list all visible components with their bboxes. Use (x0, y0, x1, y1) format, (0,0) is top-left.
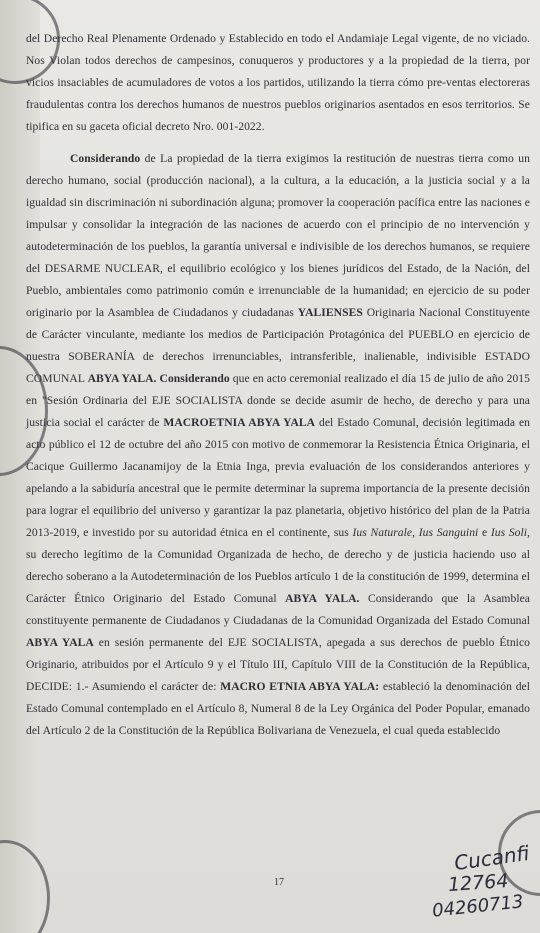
paragraph-2-text-7: en sesión permanente del EJE SOCIALISTA, apegada a sus derechos de pueblo Étnico Originario, atribuidos por el Artículo 9 y el Título III, Capítulo VIII de la Constitución de la República, DECIDE: 1.- Asumiendo el carácter de: (26, 636, 530, 693)
signature-line-1: Cucanfi (452, 840, 531, 876)
handwritten-signature (420, 820, 540, 933)
abya-yala-text-1: ABYA YALA. (87, 372, 157, 385)
macro-etnia-text: MACRO ETNIA ABYA YALA: (220, 680, 380, 693)
document-body (26, 28, 530, 742)
abya-yala-text-3: ABYA YALA (26, 636, 94, 649)
stamp-bottom-left (0, 840, 50, 933)
paragraph-2-text-5: su derecho legítimo de la Comunidad Organizada de hecho, de derecho y de justicia haciendo uso al derecho soberano a la Autodeterminación de los Pueblos artículo 1 de la constitución de 1999, determina el Carácter Étnico Originario del Estado Comunal (26, 548, 530, 605)
paragraph-2-text-3: que en acto ceremonial realizado el día 15 de julio de año 2015 en "Sesión Ordinaria del EJE SOCIALISTA donde se decide asumir de hecho, de derecho y para una justicia social el carácter de (26, 372, 530, 429)
paragraph-1: del Derecho Real Plenamente Ordenado y Establecido en todo el Andamiaje Legal vigente, de no viciado. Nos Violan todos derechos de campesinos, conuqueros y productores y a la propiedad de la tierra, por vicios insaciables de acumuladores de votos a los partidos, utilizando la tierra cómo pre-ventas electoreras fraudulentas contra los derechos humanos de nuestros pueblos originarios asentados en esos territorios. Se tipifica en su gaceta oficial decreto Nro. 001-2022. (26, 32, 530, 133)
paragraph-2-text-4: del Estado Comunal, decisión legitimada en acto público el 12 de octubre del año 2015 con motivo de conmemorar la Resistencia Étnica Originaria, el Cacique Guillermo Jacanamijoy de la Etnia Inga, previa evaluación de los considerandos anteriores y apelando a la sabiduría ancestral que le permite determinar la suprema importancia de la presente decisión para lograr el equilibrio del universo y garantizar la paz planetaria, objetivo histórico del plan de la Patria 2013-2019, e investido por su autoridad étnica en el continente, sus (26, 416, 530, 539)
paragraph-2-text-6: Considerando que la Asamblea constituyente permanente de Ciudadanos y Ciudadanas de la Comunidad Organizada del Estado Comunal (26, 592, 530, 627)
abya-yala-text-2: ABYA YALA. (285, 592, 360, 605)
page-number: 17 (274, 877, 284, 888)
paragraph-2-text-1: de La propiedad de la tierra exigimos la restitución de nuestras tierra como un derecho humano, social (producción nacional), a la cultura, a la educación, a la justicia social y a la igualdad sin discriminación ni subordinación alguna; promover la cooperación pacífica entre las naciones e impulsar y consolidar la integración de las naciones de acuerdo con el principio de no intervención y autodeterminación de los pueblos, la garantía universal e indivisible de los derechos humanos, se requiere del DESARME NUCLEAR, el equilibrio ecológico y los bienes jurídicos del Estado, de la Nación, del Pueblo, ambientales como patrimonio común e irrenunciable de la humanidad; en ejercicio de su poder originario por la Asamblea de Ciudadanos y ciudadanas (26, 152, 530, 319)
ius-soli-text: Ius Soli, (490, 526, 531, 539)
paragraph-2-text-8: estableció la denominación del Estado Comunal contemplado en el Artículo 8, Numeral 8 de la Ley Orgánica del Poder Popular, emanado del Artículo 2 de la Constitución de la República Bolivariana de Venezuela, el cual queda establecido (26, 680, 531, 737)
paragraph-2 (26, 148, 530, 742)
signature-line-2: 12764 (447, 869, 510, 897)
considerando-label-2: Considerando (159, 372, 230, 385)
signature-line-3: 04260713 (431, 891, 525, 922)
yalienses-text: YALIENSES (297, 306, 363, 319)
ius-naturale-text: Ius Naturale, Ius Sanguini (352, 526, 479, 539)
considerando-label-1: Considerando (70, 152, 141, 165)
paragraph-2-conj: e (478, 526, 491, 539)
paragraph-2-text-2: Originaria Nacional Constituyente de Carácter vinculante, mediante los medios de Participación Protagónica del PUEBLO en ejercicio de nuestra SOBERANÍA de derechos irrenunciables, intransferible, inalienable, indivisible ESTADO COMUNAL (26, 306, 530, 385)
macroetnia-text: MACROETNIA ABYA YALA (163, 416, 316, 429)
